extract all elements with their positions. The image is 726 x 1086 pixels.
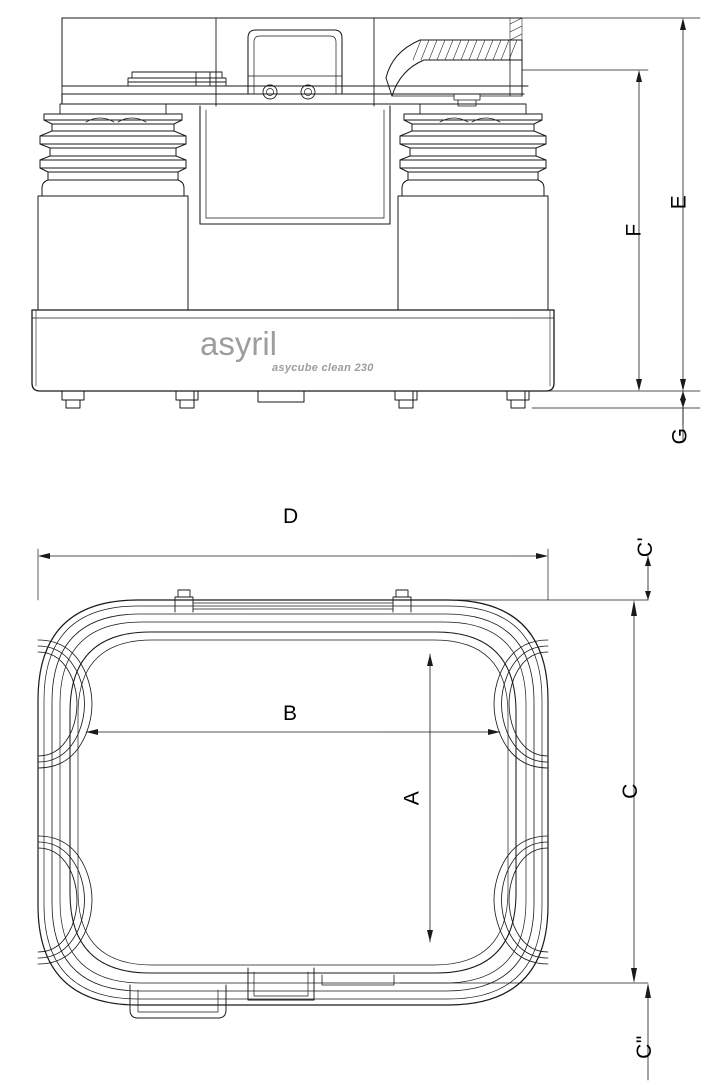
dimension-label-C: C [618,783,642,799]
dimension-label-E: E [667,194,691,210]
dimension-label-A: A [400,790,424,806]
dimension-label-D: D [283,505,299,528]
front-view-dimension-lines [522,18,700,440]
dimension-label-B: B [283,702,298,725]
dimension-label-G: G [668,427,692,445]
dimension-label-C-prime: C' [634,536,658,558]
model-name-text: asycube clean 230 [272,362,374,374]
asyril-logo-text: asyril [200,325,278,362]
dimension-label-F: F [622,223,646,237]
front-elevation-geometry [32,18,554,408]
dimension-label-C-double-prime: C" [632,1035,656,1059]
top-plan-geometry [38,590,648,1018]
